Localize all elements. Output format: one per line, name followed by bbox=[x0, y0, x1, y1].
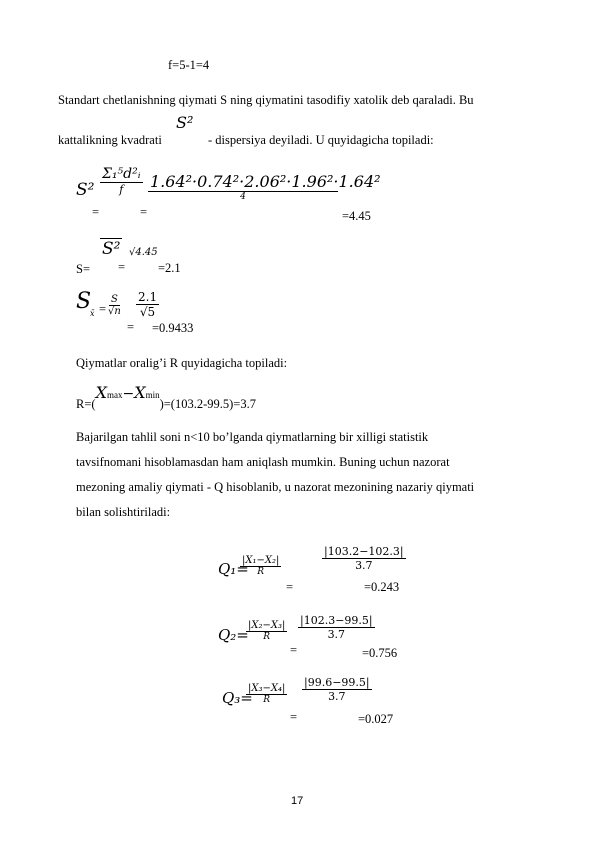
sx-subscript: x̄ bbox=[90, 309, 95, 318]
q1-fraction-values bbox=[322, 545, 406, 572]
range-min-sub: min bbox=[145, 390, 160, 400]
q1-eq: = bbox=[286, 580, 294, 594]
range-start: R=( bbox=[76, 397, 96, 411]
paragraph-line-4: bilan solishtiriladi: bbox=[76, 505, 171, 519]
q2-lhs: Q₂= bbox=[218, 626, 249, 644]
paragraph-line-1: Bajarilgan tahlil soni n<10 bo’lganda qiymatlarning bir xilligi statistik bbox=[76, 430, 429, 444]
q1-lhs: Q₁= bbox=[218, 560, 249, 578]
q3-eq: = bbox=[290, 710, 298, 724]
dispersion-eq1: = bbox=[92, 205, 100, 219]
q3-lhs: Q₃= bbox=[222, 689, 253, 707]
q3-fraction-values bbox=[302, 676, 372, 703]
dispersion-long-numerator: 1.64²·0.74²·2.06²·1.96²·1.64² bbox=[150, 172, 381, 191]
q3-numerator-value: |99.6−99.5| bbox=[304, 676, 370, 689]
paragraph-std-intro: Standart chetlanishning qiymati S ning qiymatini tasodifiy xatolik deb qaraladi. Bu bbox=[58, 93, 474, 107]
dispersion-long-denominator: 4 bbox=[240, 192, 246, 202]
sx-numerator-value: 2.1 bbox=[138, 290, 158, 304]
range-minus: − bbox=[122, 386, 135, 402]
std-lhs: S= bbox=[76, 262, 91, 276]
dispersion-numerator: Σ₁⁵d²ᵢ bbox=[102, 166, 141, 182]
q2-denominator: R bbox=[263, 632, 271, 642]
q1-denominator-value: 3.7 bbox=[355, 559, 373, 572]
q2-eq: = bbox=[290, 643, 298, 657]
paragraph-kvadrat-start: kattalikning kvadrati bbox=[58, 133, 162, 147]
q3-numerator: |X₃−X₄| bbox=[248, 683, 286, 694]
sx-denominator: √n bbox=[108, 306, 121, 317]
q1-denominator: R bbox=[257, 567, 265, 577]
q1-numerator: |X₁−X₂| bbox=[242, 555, 280, 566]
range-intro: Qiymatlar oralig’i R quyidagicha topiladi: bbox=[76, 356, 288, 370]
page-number: 17 bbox=[291, 795, 304, 807]
range-xmin: X bbox=[134, 383, 146, 402]
sx-result: =0.9433 bbox=[152, 321, 194, 335]
q1-numerator-value: |103.2−102.3| bbox=[324, 545, 404, 558]
std-eq: = bbox=[118, 260, 126, 274]
std-sqrt-value: √4.45 bbox=[129, 247, 158, 258]
q2-result: =0.756 bbox=[362, 646, 398, 660]
q3-fraction bbox=[246, 683, 287, 705]
q1-result: =0.243 bbox=[364, 580, 400, 594]
sx-denominator-value: √5 bbox=[139, 305, 156, 319]
range-end: )=(103.2-99.5)=3.7 bbox=[159, 397, 256, 411]
paragraph-kvadrat-end: - dispersiya deyiladi. U quyidagicha topiladi: bbox=[208, 133, 434, 147]
dispersion-result: =4.45 bbox=[342, 209, 371, 223]
sx-eq2: = bbox=[127, 320, 135, 334]
range-formula bbox=[76, 383, 256, 412]
q2-denominator-value: 3.7 bbox=[327, 628, 346, 641]
dispersion-denominator: f bbox=[119, 183, 124, 196]
dispersion-eq2: = bbox=[140, 205, 148, 219]
dispersion-long-fraction bbox=[148, 172, 381, 202]
q3-denominator: R bbox=[263, 695, 271, 705]
range-max-sub: max bbox=[106, 390, 123, 400]
q3-denominator-value: 3.7 bbox=[328, 690, 346, 703]
dispersion-fraction bbox=[100, 166, 143, 196]
sx-lhs: S bbox=[76, 289, 92, 314]
std-result: =2.1 bbox=[158, 261, 181, 275]
sx-numerator: S bbox=[110, 294, 118, 305]
range-xmax: X bbox=[95, 383, 107, 402]
q2-numerator-value: |102.3−99.5| bbox=[300, 614, 373, 627]
q2-numerator: |X₂−X₃| bbox=[248, 620, 286, 631]
sx-fraction-values bbox=[136, 290, 159, 319]
dispersion-lhs: S² bbox=[76, 180, 95, 200]
s-squared-symbol: S² bbox=[176, 113, 194, 132]
q3-result: =0.027 bbox=[358, 712, 394, 726]
q1-fraction bbox=[240, 555, 281, 577]
std-sqrt-s2: S² bbox=[102, 239, 121, 259]
q2-fraction bbox=[246, 620, 287, 642]
degrees-of-freedom-line: f=5-1=4 bbox=[168, 58, 210, 72]
paragraph-line-2: tavsifnomani hisoblamasdan ham aniqlash mumkin. Buning uchun nazorat bbox=[76, 455, 450, 469]
q2-fraction-values bbox=[298, 614, 375, 641]
paragraph-line-3: mezoning amaliy qiymati - Q hisoblanib, u nazorat mezonining nazariy qiymati bbox=[76, 480, 475, 494]
sx-eq: = bbox=[99, 302, 107, 316]
sx-fraction bbox=[108, 294, 121, 317]
